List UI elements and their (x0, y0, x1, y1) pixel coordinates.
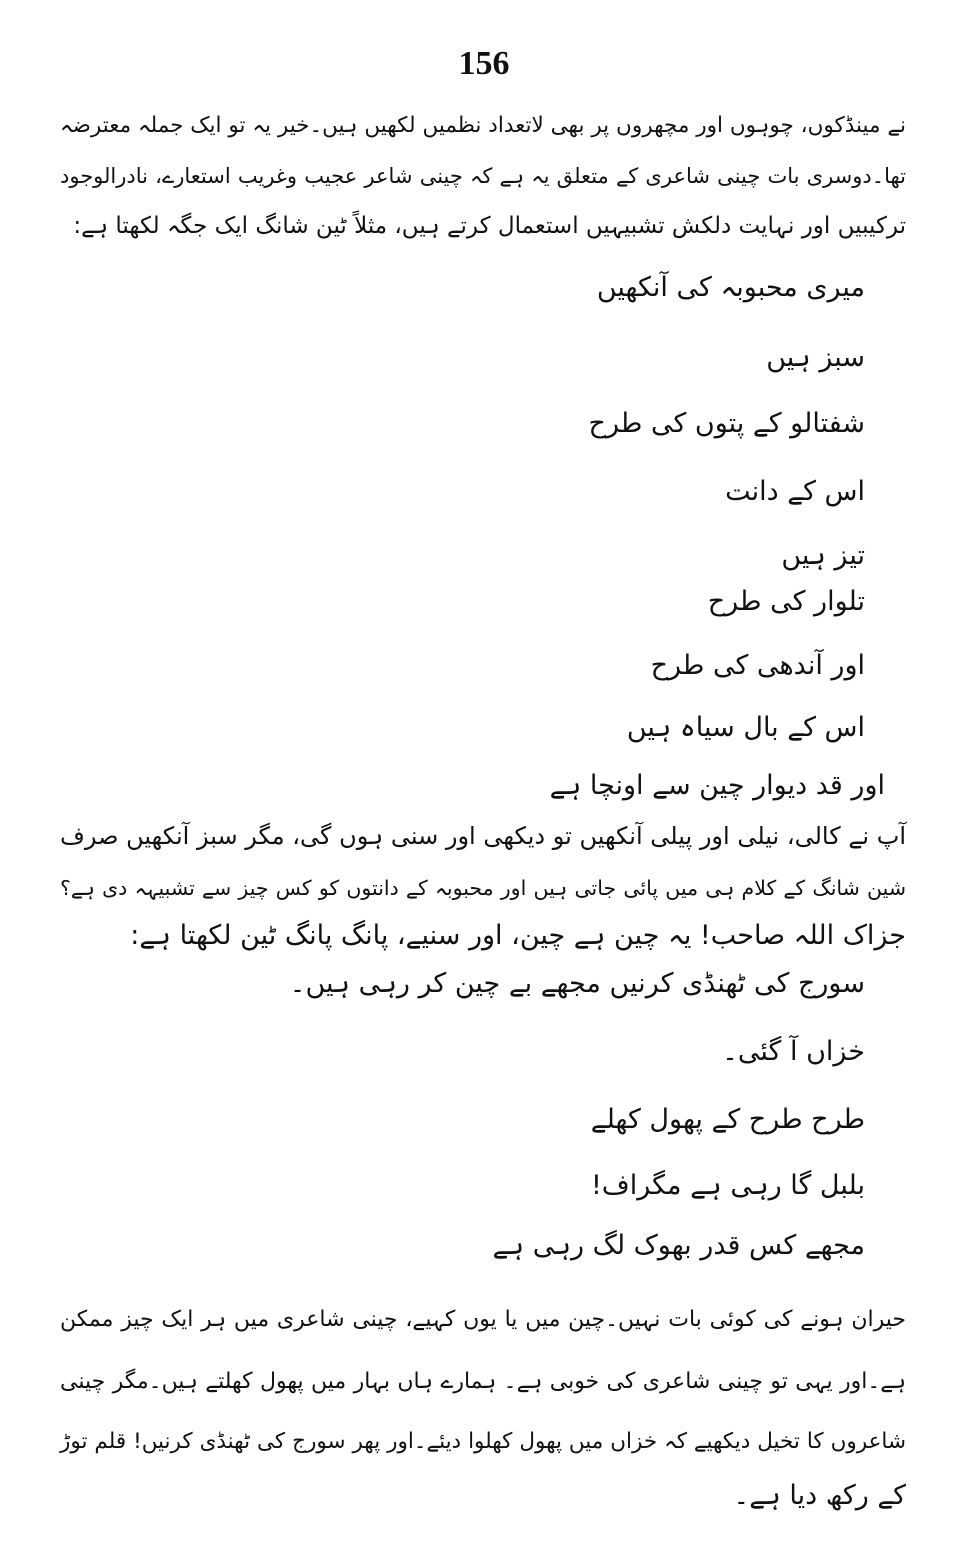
poem-2-line-3: طرح طرح کے پھول کھلے (590, 1104, 865, 1135)
poem-2-line-4: بلبل گا رہی ہے مگراف! (590, 1170, 865, 1201)
poem-1-line-1: میری محبوبہ کی آنکھیں (596, 272, 865, 303)
poem-2-line-1: سورج کی ٹھنڈی کرنیں مجھے بے چین کر رہی ہیں۔ (289, 968, 865, 999)
poem-1-line-7: اور آندھی کی طرح (650, 650, 865, 681)
poem-1-line-3: شفتالو کے پتوں کی طرح (588, 408, 865, 439)
paragraph-3-line-1: حیران ہونے کی کوئی بات نہیں۔چین میں یا یوں کہیے، چینی شاعری میں ہر ایک چیز ممکن (60, 1307, 906, 1332)
paragraph-1-line-2: تھا۔دوسری بات چینی شاعری کے متعلق یہ ہے کہ چینی شاعر عجیب وغریب استعارے، نادرالوجود (60, 164, 906, 188)
paragraph-3-line-4: کے رکھ دیا ہے۔ (733, 1480, 906, 1511)
poem-1-line-9: اور قد دیوار چین سے اونچا ہے (549, 770, 885, 801)
poem-1-line-2: سبز ہیں (766, 342, 865, 373)
paragraph-2-line-2: شین شانگ کے کلام ہی میں پائی جاتی ہیں اور محبوبہ کے دانتوں کو کس چیز سے تشبیہہ دی ہے؟ (60, 876, 906, 900)
paragraph-1-line-1: نے مینڈکوں، چوہوں اور مچھروں پر بھی لاتعداد نظمیں لکھیں ہیں۔خیر یہ تو ایک جملہ معترضہ (60, 113, 906, 138)
poem-2-line-5: مجھے کس قدر بھوک لگ رہی ہے (492, 1230, 865, 1261)
paragraph-1-line-3: ترکیبیں اور نہایت دلکش تشبیہیں استعمال کرتے ہیں، مثلاً ٹین شانگ ایک جگہ لکھتا ہے: (73, 213, 906, 239)
paragraph-2-line-1: آپ نے کالی، نیلی اور پیلی آنکھیں تو دیکھی اور سنی ہوں گی، مگر سبز آنکھیں صرف (60, 822, 906, 850)
paragraph-3-line-3: شاعروں کا تخیل دیکھیے کہ خزاں میں پھول کھلوا دیئے۔اور پھر سورج کی ٹھنڈی کرنیں! قلم توڑ (60, 1429, 906, 1454)
poem-2-line-2: خزاں آ گئی۔ (722, 1036, 865, 1067)
page-number: 156 (458, 45, 510, 82)
poem-1-line-6: تلوار کی طرح (707, 586, 865, 617)
paragraph-2-line-3: جزاک اللہ صاحب! یہ چین ہے چین، اور سنیے، پانگ پانگ ٹین لکھتا ہے: (130, 920, 906, 951)
poem-1-line-5: تیز ہیں (781, 540, 865, 571)
paragraph-3-line-2: ہے۔اور یہی تو چینی شاعری کی خوبی ہے۔ ہمارے ہاں بہار میں پھول کھلتے ہیں۔مگر چینی (60, 1369, 906, 1394)
poem-1-line-8: اس کے بال سیاہ ہیں (626, 712, 865, 743)
poem-1-line-4: اس کے دانت (725, 476, 865, 507)
